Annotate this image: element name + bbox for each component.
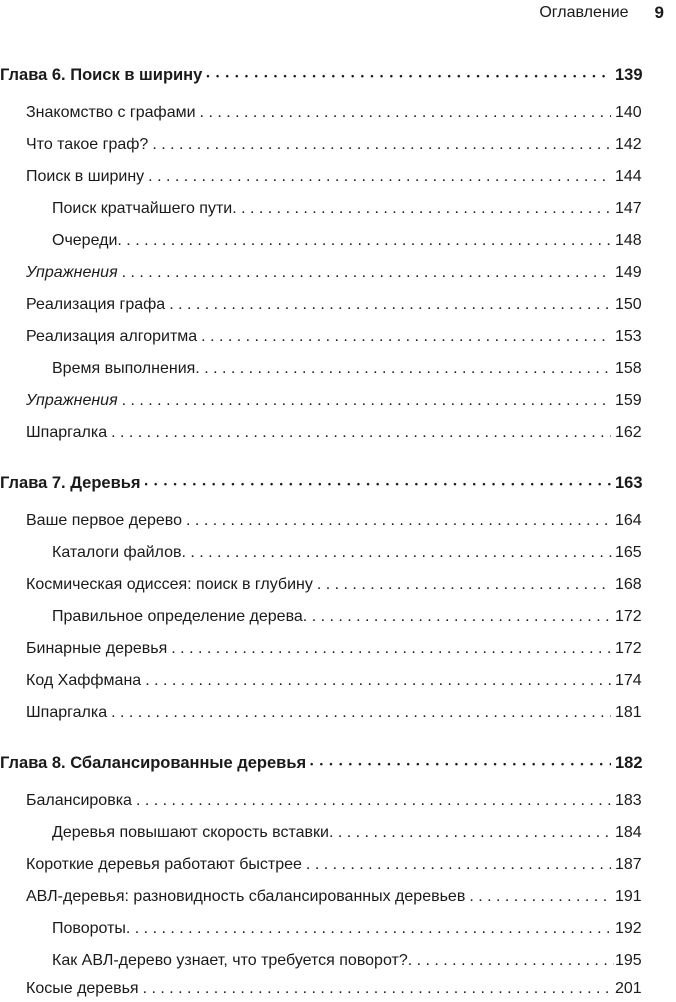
toc-entry[interactable] bbox=[0, 164, 676, 190]
toc-entry[interactable] bbox=[0, 100, 676, 126]
dot-leader bbox=[169, 292, 611, 318]
toc-entry-page: 148 bbox=[615, 232, 642, 249]
toc-entry-page: 195 bbox=[615, 952, 642, 969]
toc-entry[interactable] bbox=[0, 540, 676, 566]
toc-entry-page: 163 bbox=[615, 474, 643, 492]
toc-entry-title: Шпаргалка bbox=[26, 704, 108, 721]
toc-entry-title: Космическая одиссея: поиск в глубину bbox=[26, 576, 313, 593]
toc-entry-title: Время выполнения bbox=[52, 360, 196, 377]
toc-entry-title: Повороты bbox=[52, 920, 126, 937]
toc-chapter[interactable] bbox=[0, 750, 676, 776]
dot-leader bbox=[171, 636, 611, 662]
toc-entry[interactable] bbox=[0, 420, 676, 446]
dot-leader bbox=[126, 916, 614, 942]
running-header bbox=[539, 0, 664, 26]
toc-entry-title: Балансировка bbox=[26, 792, 132, 809]
toc-entry-page: 147 bbox=[615, 200, 642, 217]
toc-entry[interactable] bbox=[0, 820, 676, 846]
dot-leader bbox=[200, 100, 611, 126]
toc-entry-title: Бинарные деревья bbox=[26, 640, 168, 657]
dot-leader bbox=[111, 420, 611, 446]
toc-entry-page: 142 bbox=[615, 136, 642, 153]
dot-leader bbox=[122, 388, 611, 414]
toc-entry-page: 183 bbox=[615, 792, 642, 809]
toc-entry-title: Поиск кратчайшего пути bbox=[52, 200, 233, 217]
dot-leader bbox=[306, 852, 611, 878]
dot-leader bbox=[111, 700, 611, 726]
dot-leader bbox=[181, 540, 614, 566]
toc-entry-page: 158 bbox=[615, 360, 642, 377]
page-number: 9 bbox=[654, 3, 664, 22]
toc-chapter[interactable] bbox=[0, 62, 676, 88]
toc-entry-title: Упражнения bbox=[26, 392, 118, 409]
toc-entry-title: Очереди bbox=[52, 232, 118, 249]
toc-entry[interactable] bbox=[0, 228, 676, 254]
dot-leader bbox=[206, 62, 611, 89]
toc-entry[interactable] bbox=[0, 260, 676, 286]
toc-entry-page: 159 bbox=[615, 392, 642, 409]
toc-entry[interactable] bbox=[0, 916, 676, 942]
dot-leader bbox=[232, 196, 614, 222]
toc-entry[interactable] bbox=[0, 324, 676, 350]
section-title: Оглавление bbox=[539, 4, 629, 21]
toc-entry-title: Правильное определение дерева bbox=[52, 608, 303, 625]
toc-entry[interactable] bbox=[0, 604, 676, 630]
dot-leader bbox=[152, 132, 611, 158]
toc-entry-title: Ваше первое дерево bbox=[26, 512, 183, 529]
toc-entry[interactable] bbox=[0, 700, 676, 726]
toc-entry-page: 162 bbox=[615, 424, 642, 441]
toc-entry-page: 201 bbox=[615, 980, 642, 997]
toc-entry-title: Глава 7. Деревья bbox=[0, 474, 141, 492]
toc-entry-page: 139 bbox=[615, 66, 643, 84]
toc-entry-page: 168 bbox=[615, 576, 642, 593]
toc-entry-title: Косые деревья bbox=[26, 980, 139, 997]
dot-leader bbox=[408, 948, 614, 974]
toc-entry-title: Поиск в ширину bbox=[26, 168, 145, 185]
toc-entry-page: 153 bbox=[615, 328, 642, 345]
toc-entry[interactable] bbox=[0, 948, 676, 974]
toc-entry-title: Глава 8. Сбалансированные деревья bbox=[0, 754, 307, 772]
toc-entry[interactable] bbox=[0, 292, 676, 318]
dot-leader bbox=[317, 572, 611, 598]
dot-leader bbox=[469, 884, 611, 910]
dot-leader bbox=[195, 356, 614, 382]
toc-entry-page: 172 bbox=[615, 640, 642, 657]
toc-entry[interactable] bbox=[0, 636, 676, 662]
toc-entry-title: Деревья повышают скорость вставки bbox=[52, 824, 329, 841]
toc-entry-title: Реализация графа bbox=[26, 296, 166, 313]
toc-entry[interactable] bbox=[0, 508, 676, 534]
dot-leader bbox=[310, 750, 611, 777]
dot-leader bbox=[122, 260, 611, 286]
dot-leader bbox=[143, 976, 611, 1002]
toc-entry-title: Шпаргалка bbox=[26, 424, 108, 441]
toc-entry-page: 184 bbox=[615, 824, 642, 841]
toc-entry-page: 182 bbox=[615, 754, 643, 772]
toc-entry-title: Глава 6. Поиск в ширину bbox=[0, 66, 203, 84]
toc-entry-page: 191 bbox=[615, 888, 642, 905]
toc-entry[interactable] bbox=[0, 976, 676, 1002]
dot-leader bbox=[117, 228, 614, 254]
toc-entry-title: Как АВЛ-дерево узнает, что требуется поворот? bbox=[52, 952, 408, 969]
toc-entry-title: Короткие деревья работают быстрее bbox=[26, 856, 302, 873]
toc-entry[interactable] bbox=[0, 852, 676, 878]
toc-entry[interactable] bbox=[0, 356, 676, 382]
toc-entry-page: 187 bbox=[615, 856, 642, 873]
toc-entry-page: 172 bbox=[615, 608, 642, 625]
toc-entry-page: 140 bbox=[615, 104, 642, 121]
dot-leader bbox=[303, 604, 614, 630]
dot-leader bbox=[186, 508, 611, 534]
toc-entry-page: 181 bbox=[615, 704, 642, 721]
toc-entry-page: 165 bbox=[615, 544, 642, 561]
toc-entry[interactable] bbox=[0, 788, 676, 814]
dot-leader bbox=[136, 788, 611, 814]
dot-leader bbox=[148, 164, 611, 190]
toc-entry[interactable] bbox=[0, 388, 676, 414]
dot-leader bbox=[329, 820, 614, 846]
toc-entry-page: 149 bbox=[615, 264, 642, 281]
toc-entry-title: Знакомство с графами bbox=[26, 104, 196, 121]
toc-entry[interactable] bbox=[0, 132, 676, 158]
toc-entry[interactable] bbox=[0, 668, 676, 694]
toc-entry-page: 150 bbox=[615, 296, 642, 313]
toc-entry-page: 164 bbox=[615, 512, 642, 529]
toc-entry-title: АВЛ-деревья: разновидность сбалансированных деревьев bbox=[26, 888, 466, 905]
toc-entry-title: Упражнения bbox=[26, 264, 118, 281]
toc-entry-title: Реализация алгоритма bbox=[26, 328, 198, 345]
toc-entry-title: Код Хаффмана bbox=[26, 672, 142, 689]
toc-entry-page: 192 bbox=[615, 920, 642, 937]
dot-leader bbox=[145, 470, 611, 497]
dot-leader bbox=[145, 668, 611, 694]
toc-entry[interactable] bbox=[0, 884, 676, 910]
toc-entry-title: Что такое граф? bbox=[26, 136, 149, 153]
toc-entry-title: Каталоги файлов bbox=[52, 544, 182, 561]
toc-entry-page: 144 bbox=[615, 168, 642, 185]
toc-entry[interactable] bbox=[0, 196, 676, 222]
dot-leader bbox=[201, 324, 611, 350]
toc-chapter[interactable] bbox=[0, 470, 676, 496]
toc-entry[interactable] bbox=[0, 572, 676, 598]
toc-entry-page: 174 bbox=[615, 672, 642, 689]
